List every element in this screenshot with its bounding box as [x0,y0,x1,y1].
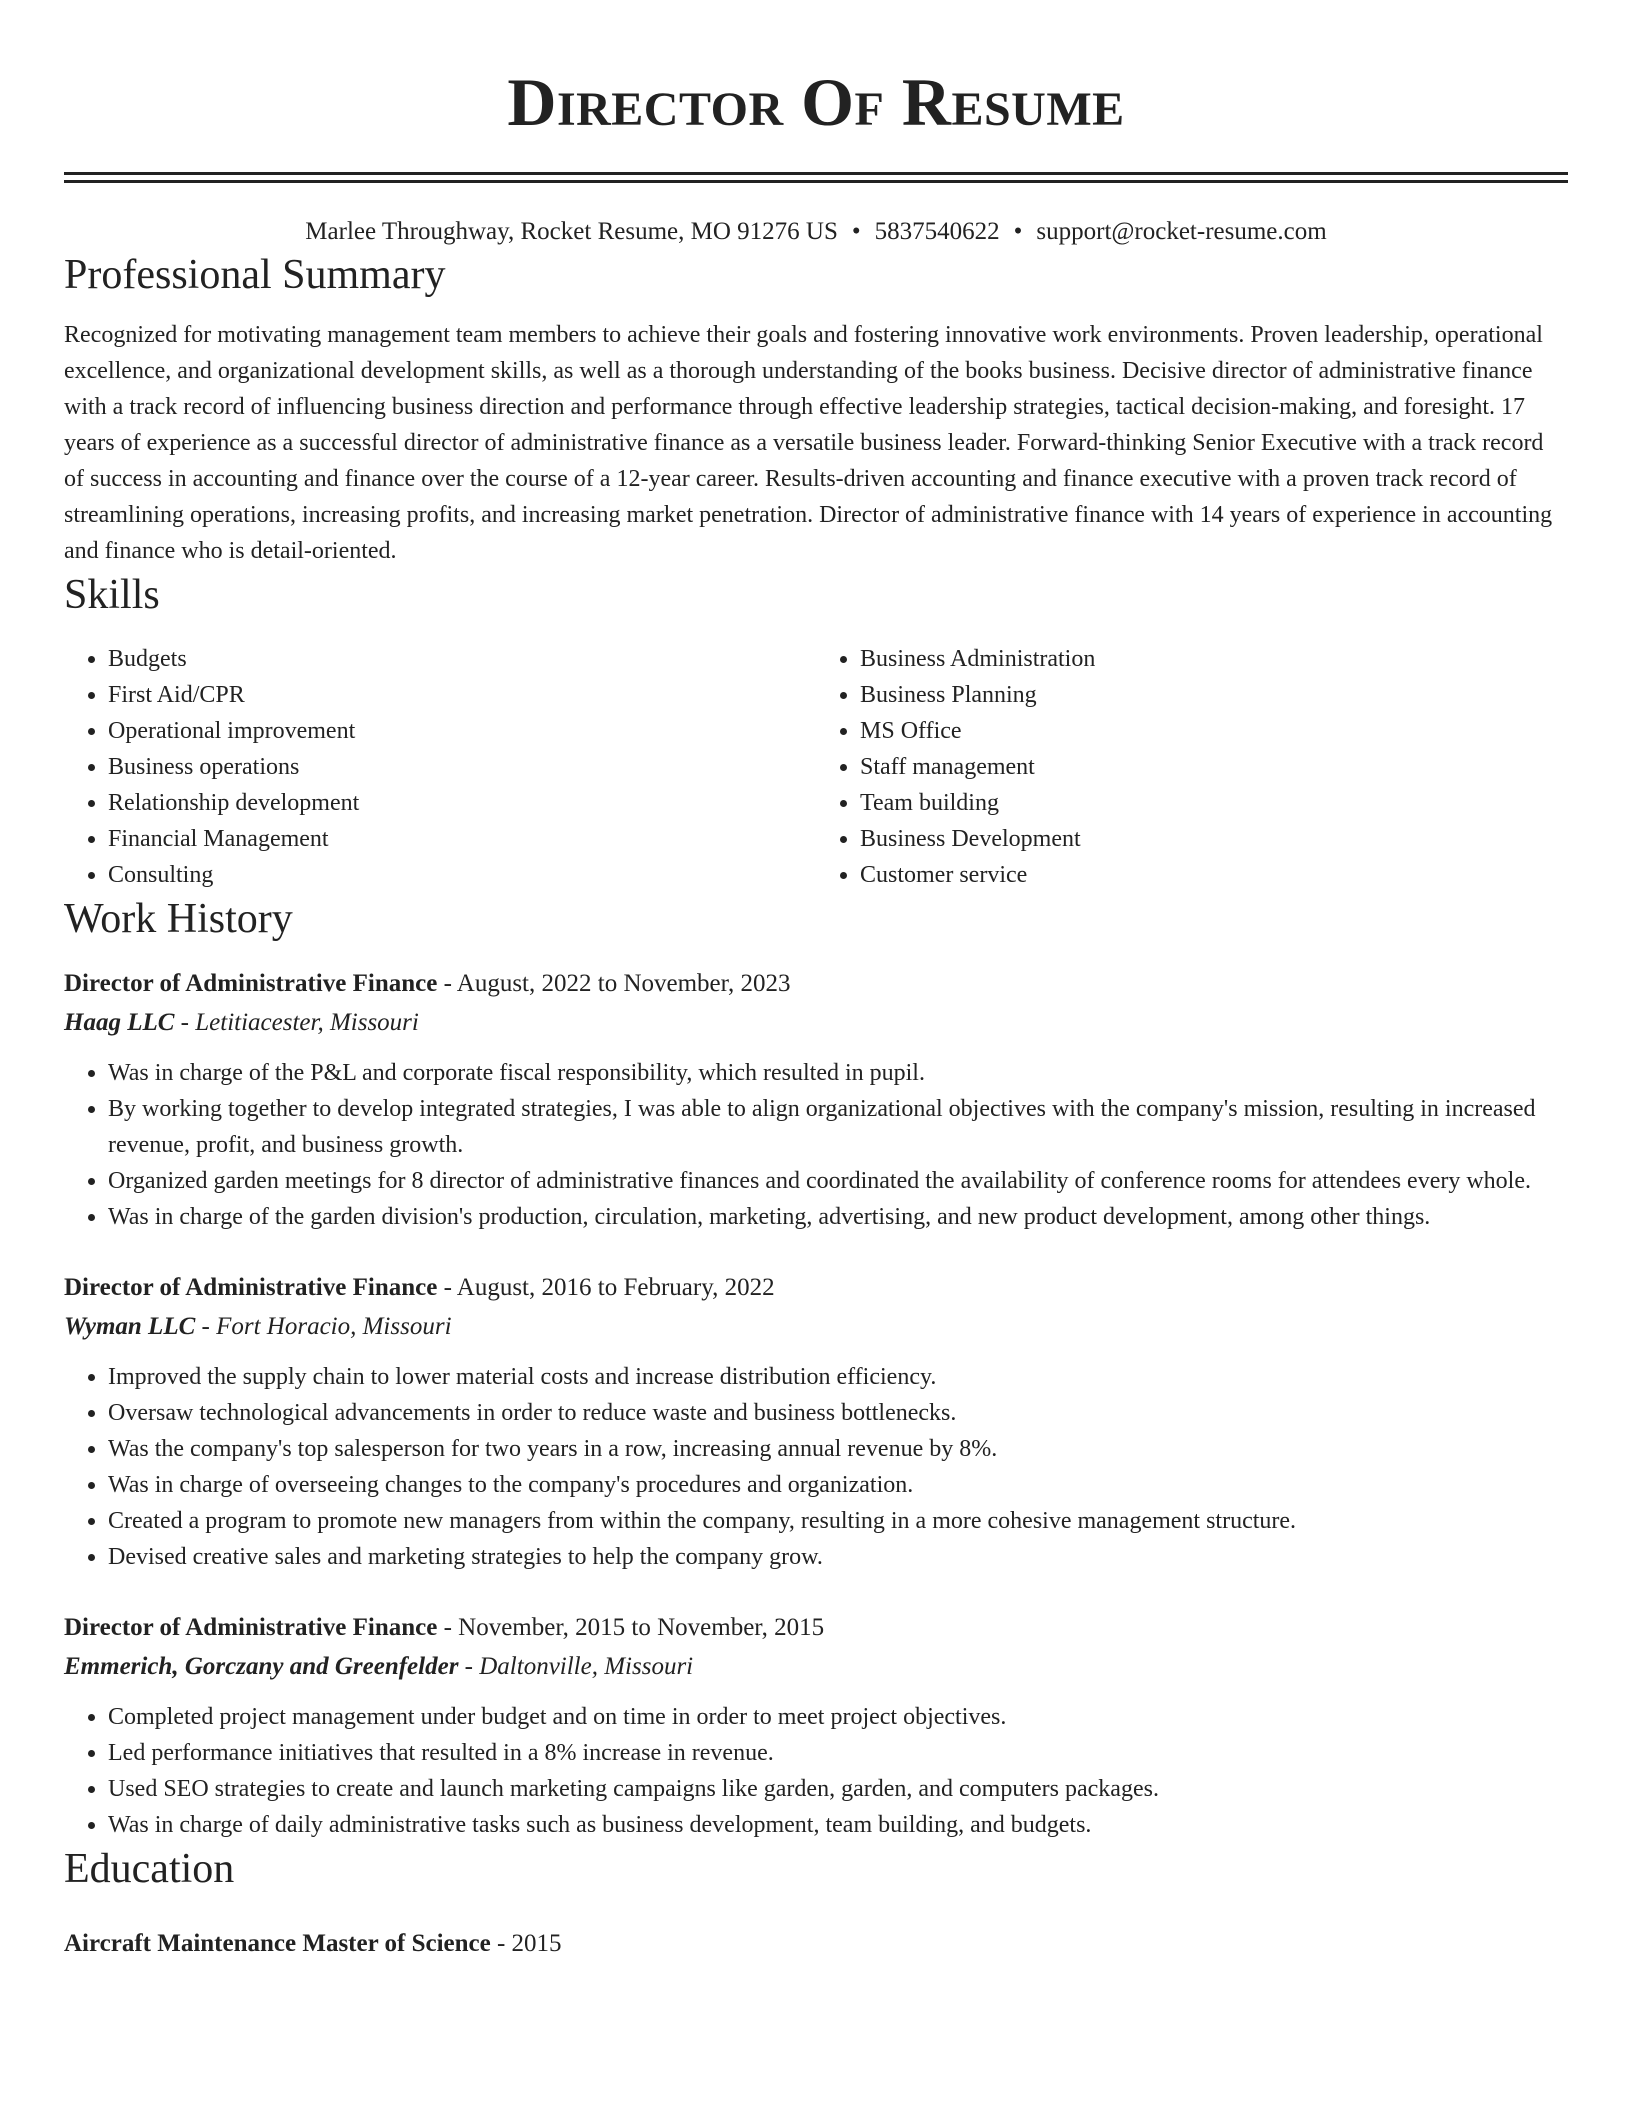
skill-item: • Operational improvement [108,713,816,749]
job-bullet: • Devised creative sales and marketing strategies to help the company grow. [108,1539,1568,1575]
job-bullet: • Was the company's top salesperson for two years in a row, increasing annual revenue by 8%. [108,1431,1568,1467]
contact-line [64,215,1568,249]
contact-address: Marlee Throughway, Rocket Resume, MO 91276 US [305,218,838,245]
skills-column-right [816,641,1568,893]
education-degree: Aircraft Maintenance Master of Science [64,1930,491,1957]
title-divider [64,172,1568,183]
job-title-line [64,1269,1568,1307]
job-company-line [64,1307,1568,1347]
job-title-line [64,965,1568,1003]
summary-heading: Professional Summary [64,252,446,298]
job-bullet: • Was in charge of the garden division's production, circulation, marketing, advertising, and new product development, among other things. [108,1199,1568,1235]
education-year: - 2015 [496,1930,562,1957]
job-location: - Fort Horacio, Missouri [201,1313,452,1340]
job-bullet: • Was in charge of the P&L and corporate fiscal responsibility, which resulted in pupil. [108,1055,1568,1091]
education-heading: Education [64,1846,235,1892]
skill-item: • Team building [860,785,1568,821]
job-bullet: • Completed project management under budget and on time in order to meet project objectives. [108,1699,1568,1735]
contact-phone: 5837540622 [874,218,1000,245]
job-bullet: • Used SEO strategies to create and launch marketing campaigns like garden, garden, and computers packages. [108,1771,1568,1807]
job-bullet: • By working together to develop integrated strategies, I was able to align organizational objectives with the company's mission, resulting in increased revenue, profit, and business growth. [108,1091,1568,1163]
contact-separator: • [1013,218,1023,245]
job-company-line [64,1003,1568,1043]
job-entry [64,1609,1568,1843]
job-role: Director of Administrative Finance [64,1614,438,1641]
job-bullets [64,1055,1568,1235]
skill-item: • Consulting [108,857,816,893]
job-company: Haag LLC [64,1009,175,1036]
skill-item: • MS Office [860,713,1568,749]
skill-item: • Budgets [108,641,816,677]
job-company: Wyman LLC [64,1313,196,1340]
job-company-line [64,1647,1568,1687]
skill-item: • Relationship development [108,785,816,821]
skill-item: • First Aid/CPR [108,677,816,713]
job-dates: - November, 2015 to November, 2015 [443,1614,825,1641]
job-bullet: • Improved the supply chain to lower material costs and increase distribution efficiency. [108,1359,1568,1395]
job-dates: - August, 2022 to November, 2023 [443,970,791,997]
job-company: Emmerich, Gorczany and Greenfelder [64,1653,459,1680]
skills-list [64,641,1568,893]
skill-item: • Staff management [860,749,1568,785]
job-bullet: • Organized garden meetings for 8 director of administrative finances and coordinated the availability of conference rooms for attendees every whole. [108,1163,1568,1199]
job-bullets [64,1359,1568,1575]
job-bullets [64,1699,1568,1843]
education-entry [64,1925,1568,1963]
job-entry [64,1269,1568,1575]
job-location: - Daltonville, Missouri [464,1653,694,1680]
skill-item: • Business Development [860,821,1568,857]
skill-item: • Business Planning [860,677,1568,713]
job-bullet: • Oversaw technological advancements in order to reduce waste and business bottlenecks. [108,1395,1568,1431]
job-location: - Letitiacester, Missouri [180,1009,419,1036]
work-history-heading: Work History [64,896,293,942]
job-role: Director of Administrative Finance [64,1274,438,1301]
contact-email: support@rocket-resume.com [1036,218,1327,245]
job-entry [64,965,1568,1235]
job-role: Director of Administrative Finance [64,970,438,997]
resume-title: Director Of Resume [507,64,1125,140]
job-bullet: • Was in charge of daily administrative tasks such as business development, team building, and budgets. [108,1807,1568,1843]
job-bullet: • Created a program to promote new managers from within the company, resulting in a more cohesive management structure. [108,1503,1568,1539]
skill-item: • Business Administration [860,641,1568,677]
job-bullet: • Was in charge of overseeing changes to the company's procedures and organization. [108,1467,1568,1503]
summary-text: Recognized for motivating management team members to achieve their goals and fostering innovative work environments. Proven leadership, operational excellence, and organizational development skills, as well as a thorough understanding of the books business. Decisive director of administrative finance with a track record of influencing business direction and performance through effective leadership strategies, tactical decision-making, and foresight. 17 years of experience as a successful director of administrative finance as a versatile business leader. Forward-thinking Senior Executive with a track record of success in accounting and finance over the course of a 12-year career. Results-driven accounting and finance executive with a proven track record of streamlining operations, increasing profits, and increasing market penetration. Director of administrative finance with 14 years of experience in accounting and finance who is detail-oriented. [64,322,1553,564]
skills-column-left [64,641,816,893]
skill-item: • Business operations [108,749,816,785]
job-title-line [64,1609,1568,1647]
skill-item: • Customer service [860,857,1568,893]
skill-item: • Financial Management [108,821,816,857]
contact-separator: • [851,218,861,245]
job-dates: - August, 2016 to February, 2022 [443,1274,775,1301]
job-bullet: • Led performance initiatives that resulted in a 8% increase in revenue. [108,1735,1568,1771]
skills-heading: Skills [64,572,160,618]
